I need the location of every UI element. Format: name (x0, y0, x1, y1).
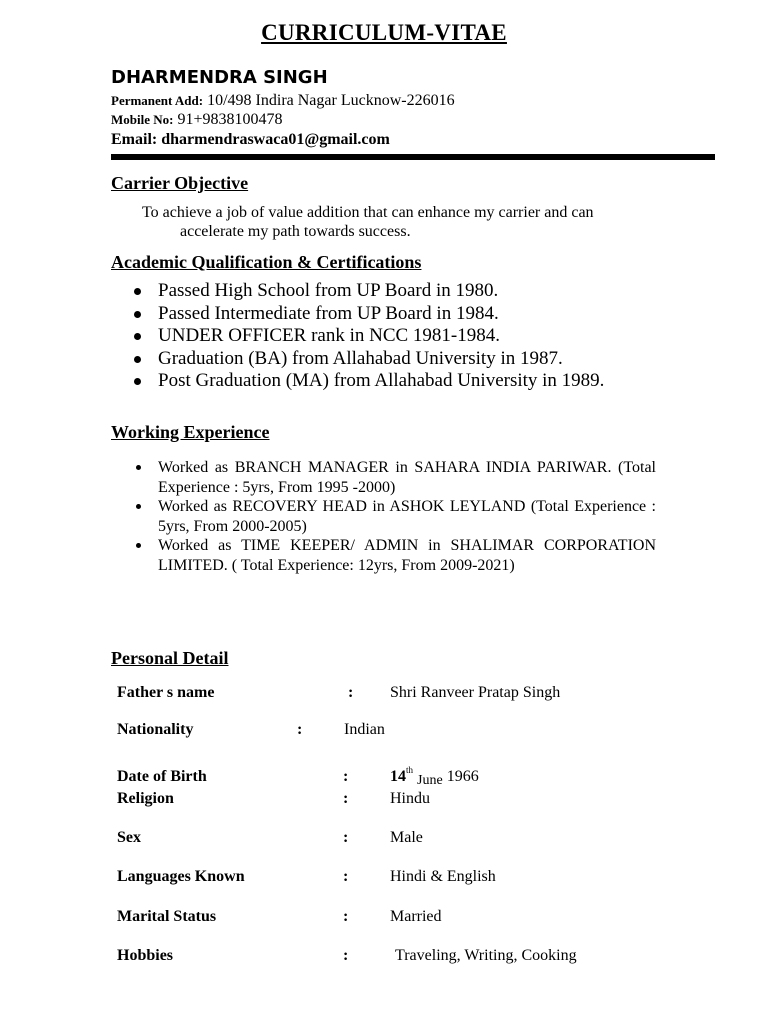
academic-heading: Academic Qualification & Certifications (111, 252, 422, 272)
dob-suffix: th (406, 765, 414, 775)
list-item: Passed Intermediate from UP Board in 1984. (111, 303, 604, 326)
email-line: Email: dharmendraswaca01@gmail.com (111, 131, 390, 148)
dob-value (390, 765, 479, 788)
dob-colon: : (343, 768, 349, 785)
list-item: Post Graduation (MA) from Allahabad University in 1989. (111, 370, 604, 393)
sex-colon: : (343, 829, 349, 846)
hobbies-value: Traveling, Writing, Cooking (395, 947, 577, 964)
address-value: 10/498 Indira Nagar Lucknow-226016 (207, 92, 455, 109)
mobile-label: Mobile No: (111, 112, 174, 127)
marital-colon: : (343, 908, 349, 925)
address-label: Permanent Add: (111, 93, 204, 108)
header-divider (111, 154, 715, 160)
list-item: Passed High School from UP Board in 1980. (111, 280, 604, 303)
objective-line-1: To achieve a job of value addition that can enhance my carrier and can (142, 204, 594, 221)
mobile-line (111, 111, 283, 129)
languages-colon: : (343, 868, 349, 885)
objective-text (142, 203, 672, 241)
nationality-value: Indian (344, 721, 385, 738)
dob-label: Date of Birth (117, 768, 207, 785)
nationality-label: Nationality (117, 721, 194, 738)
candidate-name: DHARMENDRA SINGH (111, 67, 328, 88)
list-item: Worked as BRANCH MANAGER in SAHARA INDIA PARIWAR. (Total Experience : 5yrs, From 1995 -2000) (111, 458, 656, 497)
list-item: Worked as RECOVERY HEAD in ASHOK LEYLAND (Total Experience : 5yrs, From 2000-2005) (111, 497, 656, 536)
personal-heading: Personal Detail (111, 648, 229, 668)
languages-value: Hindi & English (390, 868, 496, 885)
hobbies-colon: : (343, 947, 349, 964)
experience-heading: Working Experience (111, 422, 270, 442)
list-item: Worked as TIME KEEPER/ ADMIN in SHALIMAR CORPORATION LIMITED. ( Total Experience: 12yrs, From 2009-2021) (111, 536, 656, 575)
religion-value: Hindu (390, 790, 430, 807)
hobbies-label: Hobbies (117, 947, 174, 964)
experience-list (111, 458, 656, 575)
academic-list (111, 280, 604, 393)
marital-value: Married (390, 908, 442, 925)
dob-day: 14 (390, 768, 406, 785)
list-item: UNDER OFFICER rank in NCC 1981-1984. (111, 325, 604, 348)
marital-label: Marital Status (117, 908, 217, 925)
languages-label: Languages Known (117, 868, 245, 885)
nationality-colon: : (297, 721, 303, 738)
sex-label: Sex (117, 829, 141, 846)
father-value: Shri Ranveer Pratap Singh (390, 684, 561, 701)
address-line (111, 92, 455, 110)
religion-colon: : (343, 790, 349, 807)
dob-year: 1966 (446, 768, 479, 785)
sex-value: Male (390, 829, 423, 846)
father-colon: : (348, 684, 354, 701)
father-label: Father s name (117, 684, 215, 701)
list-item: Graduation (BA) from Allahabad University in 1987. (111, 348, 604, 371)
mobile-value: 91+9838100478 (177, 111, 283, 128)
religion-label: Religion (117, 790, 174, 807)
dob-month: June (417, 773, 443, 788)
objective-heading: Carrier Objective (111, 173, 249, 193)
objective-line-2: accelerate my path towards success. (180, 223, 411, 240)
document-title: CURRICULUM-VITAE (261, 20, 507, 45)
